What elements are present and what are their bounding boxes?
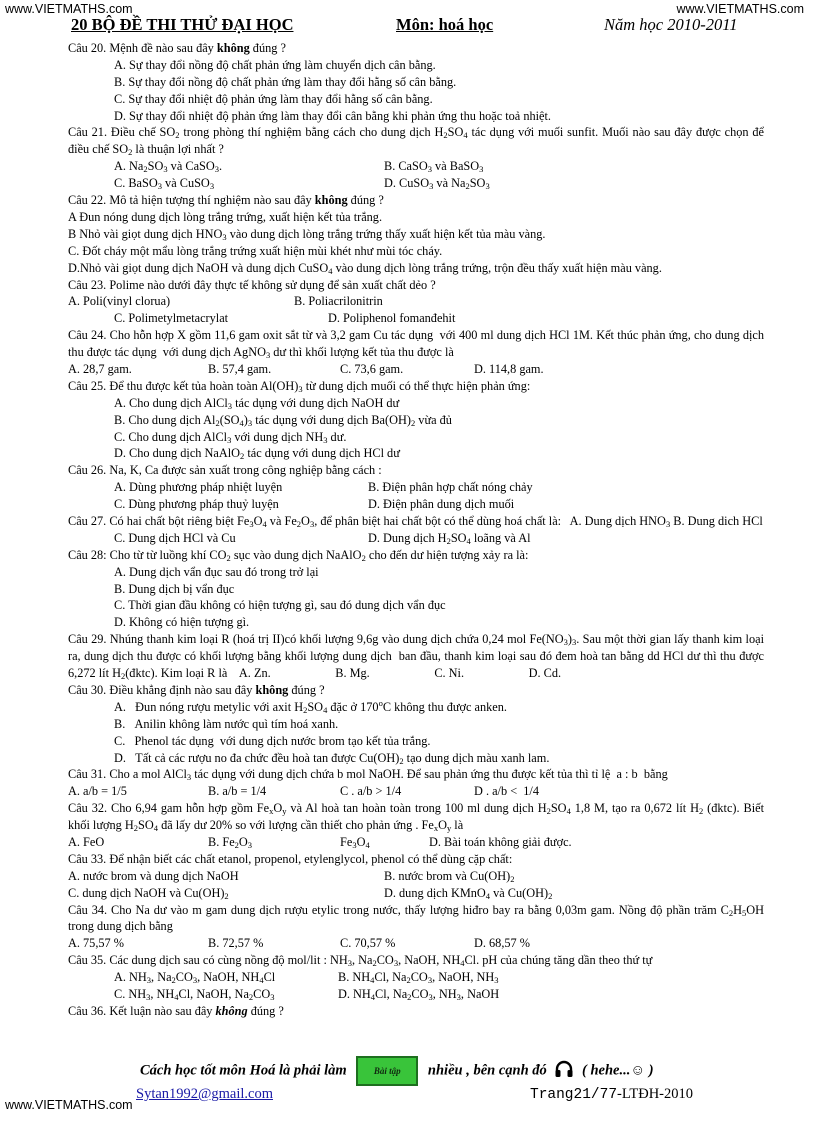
question-line xyxy=(68,530,764,547)
question-line xyxy=(68,1003,764,1020)
answer-option: B. Điện phân hợp chất nóng chảy xyxy=(368,480,533,495)
line-text: Câu 27. Có hai chất bột riêng biệt $Fe_3O_4$ và $Fe_2O_3$, để phân biệt hai chất bột có thể dùng hoá chất là: A. Dung dịch $HNO_3$ B. Dung dich HCl xyxy=(68,514,763,529)
question-line xyxy=(68,868,764,885)
question-line xyxy=(68,800,764,834)
document-header xyxy=(0,17,816,41)
line-text: A. Cho dung dịch AlCl$_3$ tác dụng với dung dịch NaOH dư xyxy=(114,395,400,411)
line-text: B Nhỏ vài giọt dung dịch $HNO_3$ vào dung dịch lòng trắng trứng thấy xuất hiện kết tủa màu vàng. xyxy=(68,226,546,242)
line-text: C. Phenol tác dụng với dung dịch nước brom tạo kết tủa trắng. xyxy=(114,733,431,748)
answer-option: D. CuSO$_3$ và $Na_2SO_3$ xyxy=(384,176,490,192)
answer-option: D. 68,57 % xyxy=(474,936,531,951)
smiley-icon: ☺ xyxy=(630,1062,646,1079)
line-text: Câu 28: Cho từ từ luồng khí $CO_2$ sục vào dung dịch NaAlO$_2$ cho đến dư hiện tượng xảy ra là: xyxy=(68,547,529,563)
question-line xyxy=(68,597,764,614)
answer-option: D. dung dịch KMnO$_4$ và $Cu(OH)_2$ xyxy=(384,885,553,901)
author-email-link[interactable]: Sytan1992@gmail.com xyxy=(136,1086,273,1102)
line-text: Câu 35. Các dung dịch sau có cùng nồng độ mol/lit : $NH_3$, $Na_2CO_3$, NaOH, $NH_4Cl$. pH của chúng tăng dần theo thứ tự xyxy=(68,953,653,969)
line-text: Câu 36. Kết luận nào sau đây không đúng ? xyxy=(68,1003,284,1018)
line-text: A. $NH_3$, $Na_2CO_3$, NaOH, $NH_4Cl$ xyxy=(114,970,276,986)
question-line xyxy=(68,293,764,310)
answer-option: D. Poliphenol fomanđehit xyxy=(328,311,456,326)
answer-option: $Fe_3O_4$ xyxy=(340,835,370,851)
question-line xyxy=(68,395,764,412)
line-text: C. Đốt cháy một mẩu lòng trắng trứng xuất hiện mùi khét như mùi tóc cháy. xyxy=(68,243,443,258)
question-line xyxy=(68,783,764,800)
line-text: C. Sự thay đổi nhiệt độ phản ứng làm thay đổi hằng số cân bằng. xyxy=(114,91,433,106)
question-line xyxy=(68,614,764,631)
question-line xyxy=(68,412,764,429)
footer-left-text: Cách học tốt môn Hoá là phải làm xyxy=(140,1062,347,1079)
line-text: A. nước brom và dung dịch NaOH xyxy=(68,868,239,883)
answer-option: B. $Fe_2O_3$ xyxy=(208,835,253,851)
question-line xyxy=(68,902,764,936)
page-suffix: -LTĐH-2010 xyxy=(617,1086,693,1102)
line-text: D. Không có hiện tượng gì. xyxy=(114,615,250,630)
question-line xyxy=(68,834,764,851)
line-text: Câu 26. Na, K, Ca được sản xuất trong công nghiệp bằng cách : xyxy=(68,463,382,478)
line-text: D. Sự thay đổi nhiệt độ phản ứng làm thay đổi cân bằng khi phản ứng thu hoặc toả nhiệt. xyxy=(114,108,551,123)
answer-option: B. $NH_4Cl$, $Na_2CO_3$, NaOH, $NH_3$ xyxy=(338,970,499,986)
exam-title: 20 BỘ ĐỀ THI THỬ ĐẠI HỌC xyxy=(71,15,294,34)
page-number xyxy=(530,1086,693,1104)
question-line xyxy=(68,885,764,902)
question-line xyxy=(68,277,764,294)
question-line xyxy=(68,74,764,91)
school-year: Năm học 2010-2011 xyxy=(604,15,738,34)
question-line xyxy=(68,513,764,530)
question-line xyxy=(68,750,764,767)
exercise-badge-icon: Bài tập xyxy=(356,1056,418,1086)
answer-option: D . a/b < 1/4 xyxy=(474,784,539,799)
answer-option: A. a/b = 1/5 xyxy=(68,784,127,799)
line-text: C. Thời gian đầu không có hiện tượng gì, sau đó dung dịch vẩn đục xyxy=(114,598,446,613)
line-text: Câu 30. Điều khẳng định nào sau đây không đúng ? xyxy=(68,682,325,697)
answer-option: C. 73,6 gam. xyxy=(340,361,404,376)
question-line xyxy=(68,209,764,226)
answer-option: D. 114,8 gam. xyxy=(474,361,544,376)
line-text: C. Dùng phương pháp thuỷ luyện xyxy=(114,497,279,512)
watermark-top-right: www.VIETMATHS.com xyxy=(676,2,804,16)
footer-right-text: ( hehe... xyxy=(582,1062,631,1079)
answer-option: B. a/b = 1/4 xyxy=(208,784,267,799)
question-line xyxy=(68,310,764,327)
line-text: A. Đun nóng rượu metylic với axit $H_2SO_4$ đặc ở 170$^o$C không thu được anken. xyxy=(114,697,507,715)
question-line xyxy=(68,158,764,175)
line-text: B. Cho dung dịch $Al_2(SO_4)_3$ tác dụng với dung dịch $Ba(OH)_2$ vừa đủ xyxy=(114,412,452,428)
footer-close-paren: ) xyxy=(645,1062,654,1079)
subject-label: Môn: hoá học xyxy=(396,15,494,34)
line-text: A. Dùng phương pháp nhiệt luyện xyxy=(114,480,283,495)
line-text: Câu 24. Cho hỗn hợp X gồm 11,6 gam oxit sắt từ và 3,2 gam Cu tác dụng với 400 ml dung dịch HCl 1M. Kết thúc phản ứng, cho dung dịch thu được tác dụng với dung dịch AgNO$_3$ dư thì khối lượng kết tủa thu được là xyxy=(68,328,764,361)
line-text: C. Polimetylmetacrylat xyxy=(114,311,229,326)
question-line xyxy=(68,986,764,1003)
watermark-bottom-left: www.VIETMATHS.com xyxy=(5,1098,133,1112)
line-text: C. Dung dịch HCl và Cu xyxy=(114,530,236,545)
line-text: Câu 25. Để thu được kết tủa hoàn toàn $Al(OH)_3$ từ dung dịch muối có thể thực hiện phản ứng: xyxy=(68,378,531,394)
question-line xyxy=(68,260,764,277)
question-line xyxy=(68,733,764,750)
line-text: B. Dung dịch bị vẩn đục xyxy=(114,581,235,596)
answer-option: D. Điện phân dung dịch muối xyxy=(368,497,515,512)
question-list xyxy=(68,40,764,1020)
answer-option: B. 57,4 gam. xyxy=(208,361,272,376)
question-line xyxy=(68,581,764,598)
question-line xyxy=(68,243,764,260)
question-line xyxy=(68,682,764,699)
question-line xyxy=(68,445,764,462)
headphones-icon xyxy=(554,1060,574,1083)
answer-option: A. 28,7 gam. xyxy=(68,361,132,376)
question-line xyxy=(68,57,764,74)
answer-option: B. nước brom và $Cu(OH)_2$ xyxy=(384,868,515,884)
answer-option: A. 75,57 % xyxy=(68,936,125,951)
answer-option: A. FeO xyxy=(68,835,105,850)
question-line xyxy=(68,564,764,581)
line-text: C. BaSO$_3$ và CuSO$_3$ xyxy=(114,176,215,192)
line-text: Câu 20. Mệnh đề nào sau đây không đúng ? xyxy=(68,41,286,55)
line-text: B. Sự thay đổi nồng độ chất phản ứng làm thay đổi hằng số cân bằng. xyxy=(114,74,457,89)
line-text: A Đun nóng dung dịch lòng trắng trứng, xuất hiện kết tủa trắng. xyxy=(68,209,383,224)
question-line xyxy=(68,175,764,192)
question-line xyxy=(68,429,764,446)
line-text: Câu 34. Cho Na dư vào m gam dung dịch rượu etylic trong nước, thấy lượng hiđro bay ra bằng 0,03m gam. Nồng độ phần trăm $C_2H_5OH$ trong dung dịch bằng xyxy=(68,902,764,934)
question-line xyxy=(68,378,764,395)
line-text: Câu 21. Điều chế $SO_2$ trong phòng thí nghiệm bằng cách cho dung dịch $H_2SO_4$ tác dụng với muối sunfit. Muối nào sau đây được chọn để điều chế $SO_2$ là thuận lợi nhất ? xyxy=(68,125,764,158)
line-text: C. dung dịch NaOH và $Cu(OH)_2$ xyxy=(68,885,229,901)
line-text: A. $Na_2SO_3$ và CaSO$_3$. xyxy=(114,159,223,175)
line-text: D.Nhỏ vài giọt dung dịch NaOH và dung dịch CuSO$_4$ vào dung dịch lòng trắng trứng, trộn đều thấy xuất hiện màu vàng. xyxy=(68,260,662,276)
line-text: Câu 31. Cho a mol AlCl$_3$ tác dụng với dung dịch chứa b mol NaOH. Để sau phản ứng thu được kết tủa thì tỉ lệ a : b bằng xyxy=(68,767,668,783)
question-line xyxy=(68,361,764,378)
question-line xyxy=(68,547,764,564)
answer-option: D. $NH_4Cl$, $Na_2CO_3$, $NH_3$, NaOH xyxy=(338,987,500,1003)
question-line xyxy=(68,935,764,952)
question-line xyxy=(68,631,764,682)
question-line xyxy=(68,124,764,158)
question-line xyxy=(68,40,764,57)
answer-option: B. CaSO$_3$ và BaSO$_3$ xyxy=(384,159,484,175)
line-text: C. Cho dung dịch AlCl$_3$ với dung dịch $NH_3$ dư. xyxy=(114,429,347,445)
line-text: D. Cho dung dịch NaAlO$_2$ tác dụng với dung dịch HCl dư xyxy=(114,446,400,462)
question-line xyxy=(68,766,764,783)
line-text: Câu 22. Mô tả hiện tượng thí nghiệm nào sau đây không đúng ? xyxy=(68,193,384,208)
question-line xyxy=(68,496,764,513)
answer-option: B. Poliacrilonitrin xyxy=(294,294,383,309)
line-text: Câu 29. Nhúng thanh kim loại R (hoá trị II)có khối lượng 9,6g vào dung dịch chứa 0,24 mol $Fe(NO_3)_3$. Sau một thời gian lấy thanh kim loại ra, dung dịch thu được có khối lượng bằng khối lượng dung dịch ban đầu, thanh kim loại sau đó đem hoà tan bằng dd HCl dư thì thu được 6,272 lít $H_2(đktc)$. Kim loại R là A. Zn. B. Mg. C. Ni. D. Cd. xyxy=(68,632,764,682)
footer-mid-text: nhiều , bên cạnh đó xyxy=(427,1062,547,1079)
footer-slogan xyxy=(140,1056,654,1086)
question-line xyxy=(68,851,764,868)
question-line xyxy=(68,226,764,243)
line-text: Câu 32. Cho 6,94 gam hỗn hợp gồm $Fe_xO_y$ và Al hoà tan hoàn toàn trong 100 ml dung dịch $H_2SO_4$ 1,8 M, tạo ra 0,672 lít $H_2$ (đktc). Biết khối lượng $H_2SO_4$ đã lấy dư 20% so với lượng cần thiết cho phản ứng . $Fe_xO_y$ là xyxy=(68,801,765,834)
answer-option: D. Bài toán không giải được. xyxy=(429,835,572,850)
question-line xyxy=(68,108,764,125)
answer-option: B. 72,57 % xyxy=(208,936,264,951)
question-line xyxy=(68,327,764,361)
question-line xyxy=(68,699,764,716)
question-line xyxy=(68,479,764,496)
line-text: D. Tất cả các rượu no đa chức đều hoà tan được $Cu(OH)_2$ tạo dung dịch màu xanh lam. xyxy=(114,750,550,766)
line-text: A. Sự thay đổi nồng độ chất phản ứng làm chuyển dịch cân bằng. xyxy=(114,57,436,72)
question-line xyxy=(68,716,764,733)
question-line xyxy=(68,91,764,108)
question-line xyxy=(68,952,764,969)
question-line xyxy=(68,462,764,479)
line-text: A. Poli(vinyl clorua) xyxy=(68,294,171,309)
line-text: B. Anilin không làm nước quì tím hoá xanh. xyxy=(114,716,339,731)
line-text: A. Dung dịch vẩn đục sau đó trong trở lại xyxy=(114,564,319,579)
answer-option: D. Dung dịch $H_2SO_4$ loãng và Al xyxy=(368,530,531,546)
page-prefix: Trang21/77 xyxy=(530,1087,618,1103)
line-text: C. $NH_3$, $NH_4Cl$, NaOH, $Na_2CO_3$ xyxy=(114,987,275,1003)
line-text: Câu 33. Để nhận biết các chất etanol, propenol, etylenglycol, phenol có thể dùng cặp chất: xyxy=(68,851,513,866)
answer-option: C . a/b > 1/4 xyxy=(340,784,402,799)
watermark-top-left: www.VIETMATHS.com xyxy=(5,2,133,16)
line-text: Câu 23. Polime nào dưới đây thực tế không sử dụng để sản xuất chất dẻo ? xyxy=(68,277,436,292)
question-line xyxy=(68,192,764,209)
question-line xyxy=(68,969,764,986)
answer-option: C. 70,57 % xyxy=(340,936,396,951)
